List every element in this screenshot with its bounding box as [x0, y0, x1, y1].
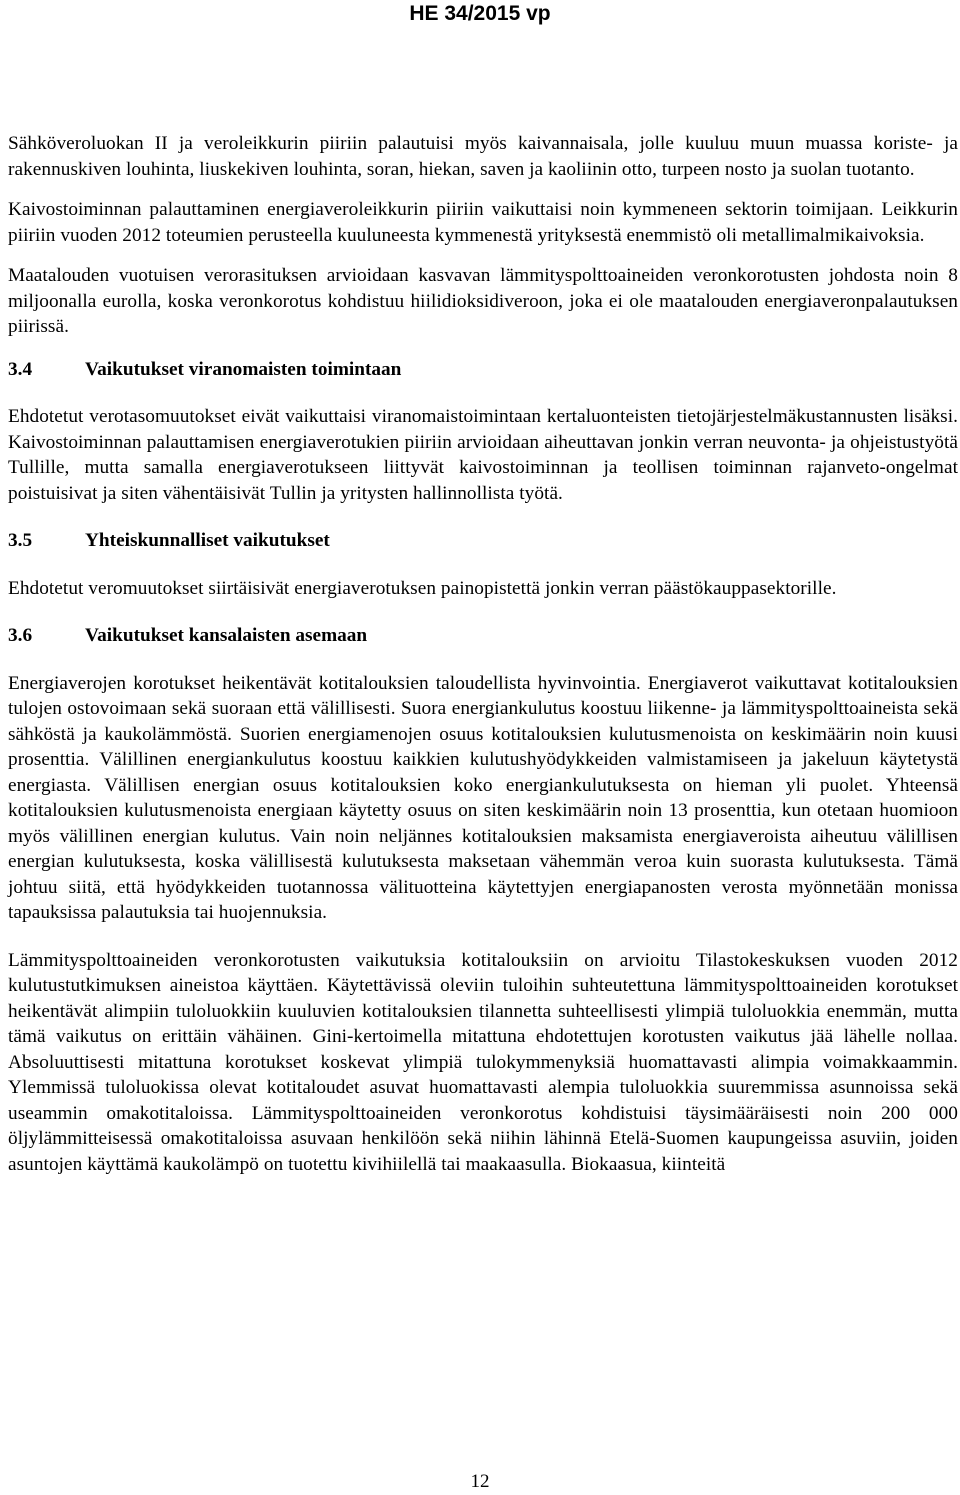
section-title: Vaikutukset viranomaisten toimintaan [85, 358, 402, 380]
page-number: 12 [470, 1471, 490, 1492]
paragraph-authorities: Ehdotetut verotasomuutokset eivät vaikuttaisi viranomaistoimintaan kertaluonteisten tietojärjestelmäkustannusten lisäksi. Kaivostoiminnan palauttamisen energiaverotukien piiriin arvioidaan aiheuttavan jonkin verran neuvonta- ja ohjeistustyötä Tullille, mutta samalla energiaverotukseen liittyvät kaivostoiminnan ja teollisen toiminnan rajanveto-ongelmat poistuisivat ja siten vähentäisivät Tullin ja yritysten hallinnollista työtä. [8, 406, 958, 504]
section-heading-3-5 [8, 528, 958, 554]
page-header: HE 34/2015 vp [409, 2, 551, 25]
section-heading-3-6 [8, 623, 958, 649]
paragraph-heating-fuels: Lämmityspolttoaineiden veronkorotusten vaikutuksia kotitalouksiin on arvioitu Tilastokeskuksen vuoden 2012 kulutustutkimuksen aineistoa käyttäen. Käytettävissä oleviin tuloihin suhteutettuna lämmityspolttoaineiden korotukset heikentävät alimpiin tuloluokkiin kuuluvien kotitalouksien tilannetta suhteellisesti ylimpiä tuloluokkia enemmän, mutta tämä vaikutus on erittäin vähäinen. Gini-kertoimella mitattuna ehdotettujen korotusten vaikutus jää lähelle nollaa. Absoluuttisesti mitattuna korotukset koskevat ylimpiä tulokymmenyksiä huomattavasti alimpia voimakkaammin. Ylemmissä tuloluokissa olevat kotitaloudet asuvat huomattavasti alempia tuloluokkia suuremmissa asunnoissa sekä useammin omakotitaloissa. Lämmityspolttoaineiden veronkorotus kohdistuisi täysimääräisesti noin 200 000 öljylämmitteisessä omakotitaloissa asuvaan henkilöön sekä niihin lähinnä Etelä-Suomen kaupungeissa asuviin, joiden asuntojen käyttämä kaukolämpö on tuotettu kivihiilellä tai maakaasulla. Biokaasua, kiinteitä [8, 949, 958, 1175]
section-heading-3-4 [8, 357, 958, 383]
paragraph-mining-operators: Kaivostoiminnan palauttaminen energiaveroleikkurin piiriin vaikuttaisi noin kymmeneen sektorin toimijaan. Leikkurin piiriin vuoden 2012 toteumien perusteella kuuluneesta kymmenestä yrityksestä enemmistö oli metallimalmikaivoksia. [8, 199, 958, 246]
section-title: Yhteiskunnalliset vaikutukset [85, 530, 330, 551]
document-body [8, 131, 958, 1177]
paragraph-agriculture: Maatalouden vuotuisen verorasituksen arvioidaan kasvavan lämmityspolttoaineiden veronkorotusten johdosta noin 8 miljoonalla eurolla, koska veronkorotus kohdistuu hiilidioksidiveroon, joka ei ole maatalouden energiaveronpalautuksen piirissä. [8, 265, 958, 337]
section-number: 3.4 [8, 358, 33, 380]
paragraph-mining-sector: Sähköveroluokan II ja veroleikkurin piiriin palautuisi myös kaivannaisala, jolle kuuluu muun muassa koriste- ja rakennuskiven louhinta, liuskekiven louhinta, soran, hiekan, saven ja kaoliinin otto, turpeen nosto ja suolan tuotanto. [8, 133, 958, 180]
paragraph-societal: Ehdotetut veromuutokset siirtäisivät energiaverotuksen painopistettä jonkin verran päästökauppasektorille. [8, 577, 837, 599]
section-title: Vaikutukset kansalaisten asemaan [85, 625, 368, 646]
section-number: 3.6 [8, 625, 33, 646]
paragraph-household-energy: Energiaverojen korotukset heikentävät kotitalouksien taloudellista hyvinvointia. Energiaverot vaikuttavat kotitalouksien tulojen ostovoimaan sekä suoraan että välillisesti. Suora energiankulutus koostuu liikenne- ja lämmityspolttoaineista sekä sähköstä ja kaukolämmöstä. Suorien energiamenojen osuus kotitalouksien kulutusmenoista on keskimäärin noin kuusi prosenttia. Välillinen energiankulutus koostuu kaikkien kulutushyödykkeiden valmistamiseen ja jakeluun käytetystä energiasta. Välillisen energian osuus kotitalouksien koko energiankulutuksesta on hieman yli puolet. Yhteensä kotitalouksien kulutusmenoista energiaan käytetty osuus on siten keskimäärin noin 13 prosenttia, kun otetaan huomioon myös välillinen energian kulutus. Vain noin neljännes kotitalouksien maksamista energiaveroista aiheutuu välillisen energian kulutuksesta, koska välillisestä kulutuksesta maksetaan vähemmän veroa kuin suorasta kulutuksesta. Tämä johtuu siitä, että hyödykkeiden tuotannossa välituotteina käytettyjen energiapanosten verosta myönnetään monissa tapauksissa palautuksia tai huojennuksia. [8, 672, 958, 923]
section-number: 3.5 [8, 530, 33, 551]
